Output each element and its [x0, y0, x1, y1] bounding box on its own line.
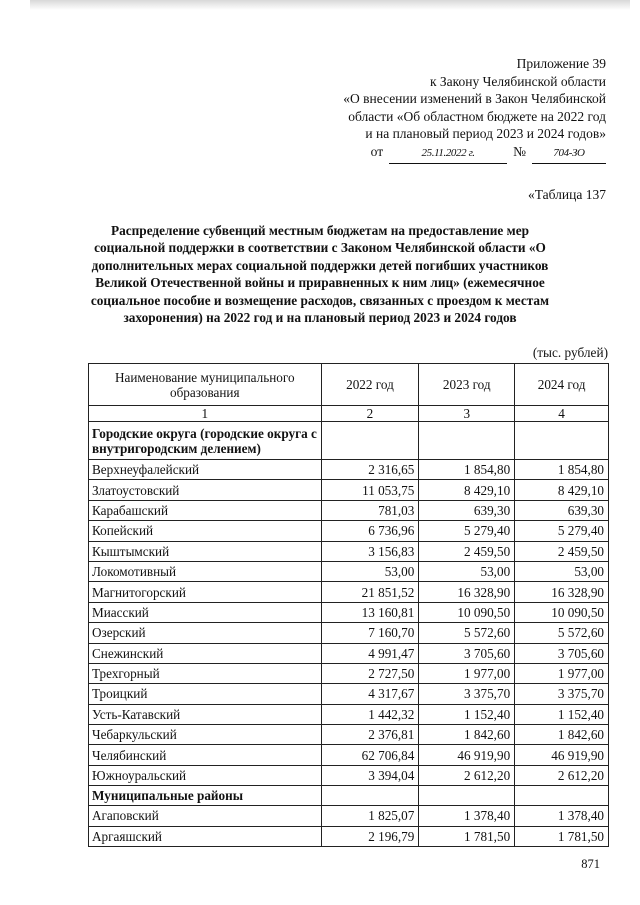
- municipality-name: Локомотивный: [89, 561, 322, 581]
- unit-label: (тыс. рублей): [532, 345, 608, 360]
- table-row: [89, 561, 609, 581]
- table-row: [89, 684, 609, 704]
- column-header-name: Наименование муниципального образования: [89, 364, 322, 406]
- value-2024: 1 378,40: [515, 806, 609, 826]
- column-number: 4: [515, 406, 609, 422]
- municipality-name: Карабашский: [89, 500, 322, 520]
- municipality-name: Усть-Катавский: [89, 704, 322, 724]
- municipality-name: Челябинский: [89, 745, 322, 765]
- value-2023: 1 977,00: [419, 663, 515, 683]
- value-2024: 5 279,40: [515, 521, 609, 541]
- table-row: [89, 826, 609, 846]
- value-2023: 53,00: [419, 561, 515, 581]
- value-2023: 639,30: [419, 500, 515, 520]
- table-row: [89, 460, 609, 480]
- number-label: №: [513, 143, 526, 159]
- value-2024: 8 429,10: [515, 480, 609, 500]
- section-row: [89, 422, 609, 460]
- municipality-name: Агаповский: [89, 806, 322, 826]
- column-header-2024: 2024 год: [515, 364, 609, 406]
- header-line: Приложение 39: [516, 56, 606, 71]
- table-row: [89, 663, 609, 683]
- from-label: от: [370, 143, 384, 159]
- table-row: [89, 643, 609, 663]
- value-2023: 10 090,50: [419, 602, 515, 622]
- value-2022: 1 825,07: [321, 806, 419, 826]
- value-2024: 1 152,40: [515, 704, 609, 724]
- value-2022: 2 196,79: [321, 826, 419, 846]
- municipality-name: Снежинский: [89, 643, 322, 663]
- law-date: 25.11.2022 г.: [389, 145, 507, 164]
- subvention-table: [88, 363, 609, 847]
- value-2024: 10 090,50: [515, 602, 609, 622]
- header-line: области «Об областном бюджете на 2022 год: [348, 108, 606, 124]
- scan-edge-shadow: [30, 0, 630, 10]
- value-2022: 6 736,96: [321, 521, 419, 541]
- table-row: [89, 623, 609, 643]
- value-2023: 46 919,90: [419, 745, 515, 765]
- value-2022: 4 991,47: [321, 643, 419, 663]
- value-2023: 1 152,40: [419, 704, 515, 724]
- value-2023: 3 705,60: [419, 643, 515, 663]
- value-2024: 3 375,70: [515, 684, 609, 704]
- header-line: к Закону Челябинской области: [429, 73, 606, 89]
- page-number: 871: [581, 857, 600, 871]
- table-row: [89, 745, 609, 765]
- empty-cell: [419, 422, 515, 460]
- value-2023: 5 572,60: [419, 623, 515, 643]
- municipality-name: Южноуральский: [89, 765, 322, 785]
- appendix-header: [286, 55, 606, 164]
- value-2023: 2 459,50: [419, 541, 515, 561]
- column-header-2023: 2023 год: [419, 364, 515, 406]
- header-line: и на плановый период 2023 и 2024 годов»: [365, 126, 606, 142]
- table-reference: «Таблица 137: [528, 187, 606, 202]
- value-2022: 1 442,32: [321, 704, 419, 724]
- value-2024: 3 705,60: [515, 643, 609, 663]
- municipality-name: Златоустовский: [89, 480, 322, 500]
- table-row: [89, 541, 609, 561]
- empty-cell: [321, 422, 419, 460]
- empty-cell: [515, 786, 609, 806]
- value-2024: 2 459,50: [515, 541, 609, 561]
- table-row: [89, 521, 609, 541]
- value-2024: 53,00: [515, 561, 609, 581]
- value-2022: 2 727,50: [321, 663, 419, 683]
- header-line: «О внесении изменений в Закон Челябинской: [343, 91, 606, 107]
- column-number: 3: [419, 406, 515, 422]
- municipality-name: Копейский: [89, 521, 322, 541]
- value-2024: 1 781,50: [515, 826, 609, 846]
- value-2022: 7 160,70: [321, 623, 419, 643]
- section-row: [89, 786, 609, 806]
- column-number: 1: [89, 406, 322, 422]
- table-header-row: [89, 364, 609, 406]
- value-2022: 53,00: [321, 561, 419, 581]
- section-title: Муниципальные районы: [89, 786, 322, 806]
- law-number: 704-ЗО: [532, 145, 606, 164]
- empty-cell: [321, 786, 419, 806]
- value-2023: 1 781,50: [419, 826, 515, 846]
- value-2023: 5 279,40: [419, 521, 515, 541]
- value-2023: 3 375,70: [419, 684, 515, 704]
- value-2023: 1 378,40: [419, 806, 515, 826]
- value-2022: 3 394,04: [321, 765, 419, 785]
- value-2022: 21 851,52: [321, 582, 419, 602]
- municipality-name: Трехгорный: [89, 663, 322, 683]
- municipality-name: Озерский: [89, 623, 322, 643]
- law-date-number: [286, 143, 606, 164]
- value-2024: 46 919,90: [515, 745, 609, 765]
- value-2022: 781,03: [321, 500, 419, 520]
- value-2024: 5 572,60: [515, 623, 609, 643]
- column-number: 2: [321, 406, 419, 422]
- value-2024: 2 612,20: [515, 765, 609, 785]
- table-row: [89, 500, 609, 520]
- value-2022: 4 317,67: [321, 684, 419, 704]
- value-2023: 2 612,20: [419, 765, 515, 785]
- table-row: [89, 602, 609, 622]
- municipality-name: Миасский: [89, 602, 322, 622]
- table-row: [89, 725, 609, 745]
- column-number-row: [89, 406, 609, 422]
- table-row: [89, 480, 609, 500]
- section-title: Городские округа (городские округа с внутригородским делением): [89, 422, 322, 460]
- table-row: [89, 806, 609, 826]
- value-2024: 1 854,80: [515, 460, 609, 480]
- value-2023: 1 842,60: [419, 725, 515, 745]
- empty-cell: [515, 422, 609, 460]
- value-2024: 639,30: [515, 500, 609, 520]
- municipality-name: Чебаркульский: [89, 725, 322, 745]
- municipality-name: Верхнеуфалейский: [89, 460, 322, 480]
- value-2022: 13 160,81: [321, 602, 419, 622]
- value-2024: 1 977,00: [515, 663, 609, 683]
- municipality-name: Аргаяшский: [89, 826, 322, 846]
- municipality-name: Кыштымский: [89, 541, 322, 561]
- column-header-2022: 2022 год: [321, 364, 419, 406]
- value-2022: 2 316,65: [321, 460, 419, 480]
- table-row: [89, 704, 609, 724]
- value-2024: 1 842,60: [515, 725, 609, 745]
- table-row: [89, 582, 609, 602]
- municipality-name: Троицкий: [89, 684, 322, 704]
- document-title: Распределение субвенций местным бюджетам на предоставление мер социальной поддержки в соответствии с Законом Челябинской области «О дополнительных мерах социальной поддержки детей погибших участников Великой Отечественной войны и приравненных к ним лиц» (ежемесячное социальное пособие и возмещение расходов, связанных с проездом к местам захоронения) на 2022 год и на плановый период 2023 и 2024 годов: [90, 223, 550, 326]
- table-row: [89, 765, 609, 785]
- value-2022: 2 376,81: [321, 725, 419, 745]
- value-2022: 11 053,75: [321, 480, 419, 500]
- value-2023: 1 854,80: [419, 460, 515, 480]
- municipality-name: Магнитогорский: [89, 582, 322, 602]
- value-2023: 16 328,90: [419, 582, 515, 602]
- value-2024: 16 328,90: [515, 582, 609, 602]
- value-2023: 8 429,10: [419, 480, 515, 500]
- empty-cell: [419, 786, 515, 806]
- value-2022: 62 706,84: [321, 745, 419, 765]
- value-2022: 3 156,83: [321, 541, 419, 561]
